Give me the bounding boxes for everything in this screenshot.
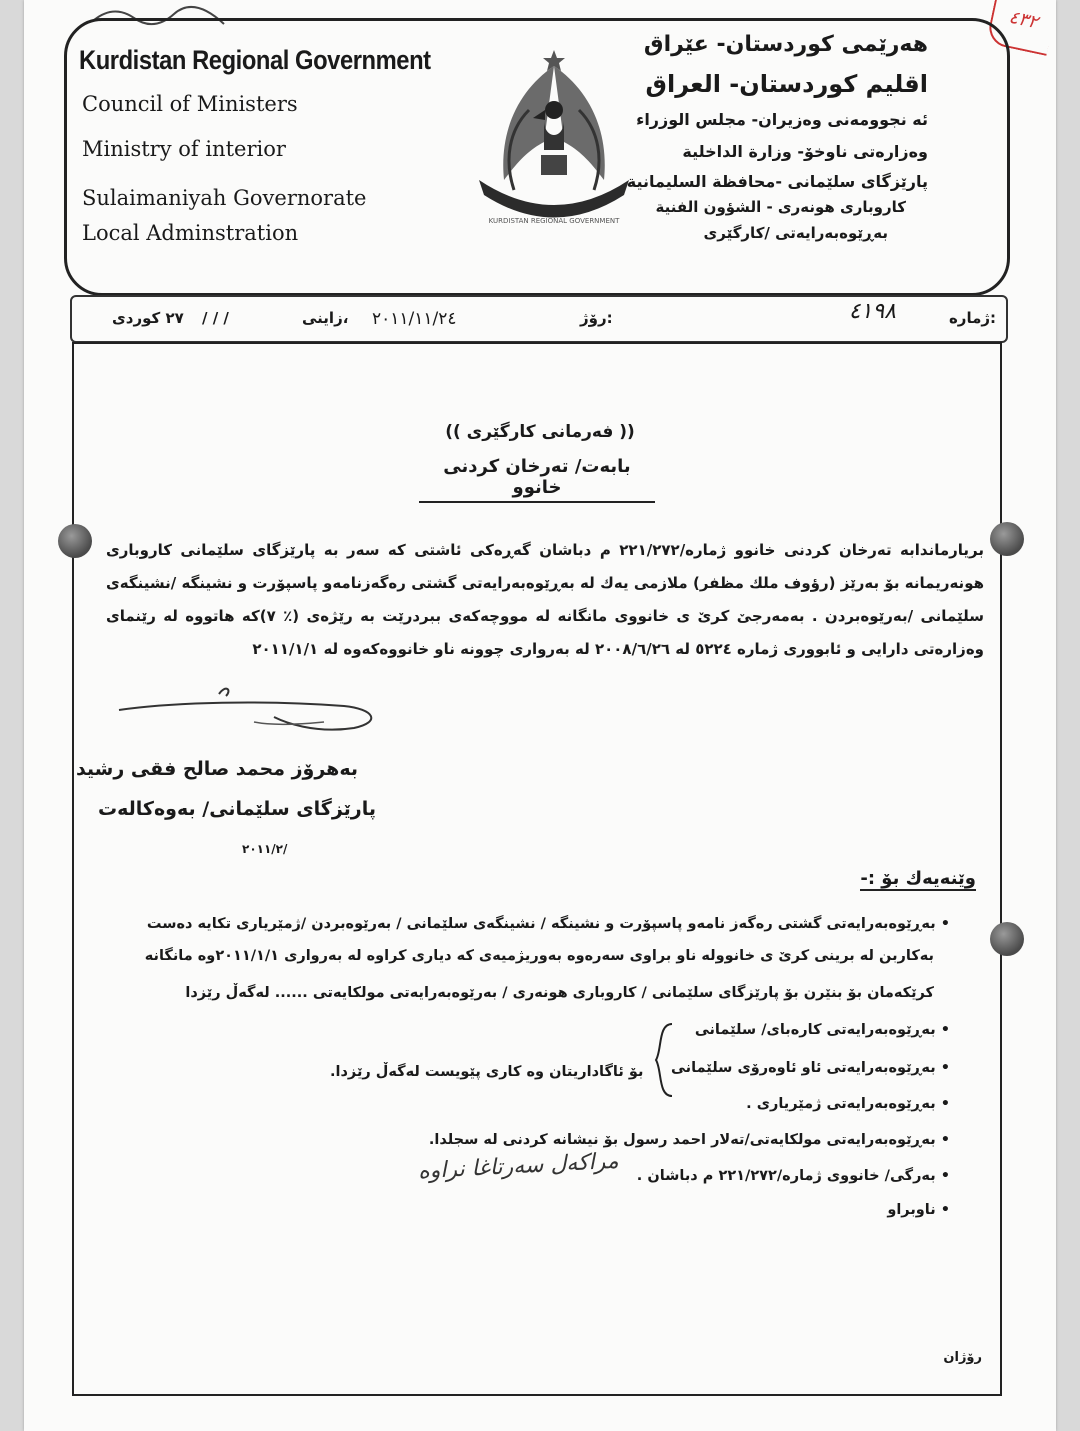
order-subject: بابەت/ تەرخان کردنی خانوو (419, 456, 655, 503)
reference-bar (70, 295, 1008, 343)
footer-label: رۆژان (943, 1350, 982, 1365)
ar-governorate-line: پارێزگای سلێمانی -محافظة السلیمانیة (626, 172, 928, 191)
en-council-line: Council of Ministers (82, 92, 298, 116)
copy-item-text: بەڕێوەبەرایەتی کارەبای/ سلێمانی (694, 1022, 936, 1038)
en-governorate-line: Sulaimaniyah Governorate (82, 186, 367, 210)
copy-item-water: • بەڕێوەبەرایەتی ئاو ئاوەرۆی سلێمانی (671, 1060, 950, 1076)
krg-emblem (449, 30, 659, 240)
copy-item-text: ناوبراو (887, 1202, 936, 1218)
ar-ministry-line: وەزارەتی ناوخۆ- وزارة الداخلیة (682, 142, 928, 161)
copy-item-text: بەڕێوەبەرایەتی ژمێریاری . (746, 1096, 936, 1112)
date-label: رۆژ: (580, 309, 613, 327)
copy-item-passport: • بەڕێوەبەرایەتی گشتی رەگەز نامەو پاسپۆرت و نشینگە / نشینگەی سلێمانی / بەرێوەبردن /ژمێریاری تکایە دەست (146, 916, 950, 932)
ar-technical-affairs-line: کاروباری هونەری - الشؤون الفنیة (655, 198, 906, 216)
kurdish-date-label: ٢٧ کوردی (112, 309, 184, 327)
gregorian-label: زاینی، (302, 309, 349, 327)
copy-item-text: بەڕێوەبەرایەتی ئاو ئاوەرۆی سلێمانی (671, 1060, 936, 1076)
en-administration-line: Local Adminstration (82, 221, 299, 245)
ar-region-kurdish: هەرێمی کوردستان- عێراق (643, 32, 928, 57)
order-title: (( فەرمانی کارگێری )) (445, 422, 635, 442)
bracket-brace (648, 1020, 678, 1100)
handwritten-note: مراكەل سەرتاغا نراوە (417, 1148, 620, 1185)
copy-item-electricity: • بەڕێوەبەرایەتی کارەبای/ سلێمانی (694, 1022, 950, 1038)
date-value: ٢٠١١/١١/٢٤ (372, 309, 457, 329)
copy-item-property: • بەڕێوەبەرایەتی مولکایەتی/تەلار احمد رسول بۆ نیشانە کردنی لە سجلدا. (428, 1132, 950, 1148)
kurdistan-government-title: Kurdistan Regional Government (79, 45, 431, 75)
corner-handwritten-mark: ٤٣٢ (986, 0, 1057, 56)
punch-hole-right-top (990, 522, 1024, 556)
copy-item-continuation-2: کرێکەمان بۆ بنێرن بۆ پارێزگای سلێمانی / کاروباری هونەری / بەرێوەبەرایەتی مولکایەتی ...... لەگەڵ رێزدا (185, 985, 934, 1001)
copy-item-house-file: • بەرگی/ خانووی ژمارە/٢٢١/٢٧٢ م دباشان . (636, 1168, 950, 1184)
bracket-note: بۆ ئاگاداریتان وە کاری پێویست لەگەڵ رێزدا. (330, 1064, 644, 1080)
ar-council-line: ئه نجوومەنی وەزیران- مجلس الوزراء (636, 110, 928, 129)
emblem-caption: KURDISTAN REGIONAL GOVERNMENT (488, 217, 620, 225)
copy-item-continuation-1: بەکاربن لە برینی کرێ ی خانووله ناو براوی سەرەوە بەوریژمیەی کە دیاری کراوە لە بەرواری ٢٠١١/١/١وە مانگانە (144, 948, 934, 964)
en-ministry-line: Ministry of interior (82, 137, 286, 161)
copies-heading: وێنەیەك بۆ :- (860, 868, 976, 889)
kurdish-date-slashes: / / / (202, 309, 229, 327)
order-paragraph: بریارماندابه تەرخان کردنی خانوو ژمارە/٢٢١/٢٧٢ م دباشان گەڕەکی ئاشتی کە سەر بە پارێزگای سلێمانی کاروباری هونەریمانە بۆ بەرێز (رؤوف ملك مظفر) ملازمی یەك لە بەڕێوەبەرایەتی گشتی رەگەزنامەو پاسپۆرت و نشینگە /نشینگەی سلێمانی /بەرێوەبردن . بەمەرجێ کرێ ی خانووی مانگانە لە مووچەکەی ببردرێت بە رێژەی (٪ ٧)کە هاتووە لە رێنمای وەزارەتی دارایی و ئابووری ژمارە ٥٢٢٤ لە ٢٠٠٨/٦/٢٦ لە بەرواری چوونە ناو خانووەکەوە لە ٢٠١١/١/١ (106, 541, 984, 658)
signature-scribble (114, 682, 394, 742)
signature-date: ٢٠١١/٢/ (242, 842, 288, 856)
ar-directorate-line: بەڕێوەبەرایەتی /کارگێری (703, 224, 888, 242)
document-page (24, 0, 1056, 1431)
copy-item-text: بەرگی/ خانووی ژمارە/٢٢١/٢٧٢ م دباشان . (636, 1168, 936, 1184)
number-value: ٤١٩٨ (848, 299, 896, 324)
punch-hole-left-top (58, 524, 92, 558)
number-label: ژمارە: (948, 309, 996, 327)
copy-item-text: بەڕێوەبەرایەتی گشتی رەگەز نامەو پاسپۆرت و نشینگە / نشینگەی سلێمانی / بەرێوەبردن /ژمێریاری تکایە دەست (146, 916, 936, 932)
signatory-name: بەهرۆز محمد صالح فقی رشید (75, 758, 358, 780)
copy-item-accounting: • بەڕێوەبەرایەتی ژمێریاری . (746, 1096, 950, 1112)
signatory-title: پارێزگای سلێمانی/ بەوەکالەت (98, 798, 376, 820)
copy-item-text: بەڕێوەبەرایەتی مولکایەتی/تەلار احمد رسول بۆ نیشانە کردنی لە سجلدا. (428, 1132, 936, 1148)
ar-region-arabic: اقلیم کوردستان- العراق (645, 70, 928, 98)
punch-hole-right-bottom (990, 922, 1024, 956)
copy-item-named-person: • ناوبراو (887, 1202, 950, 1218)
